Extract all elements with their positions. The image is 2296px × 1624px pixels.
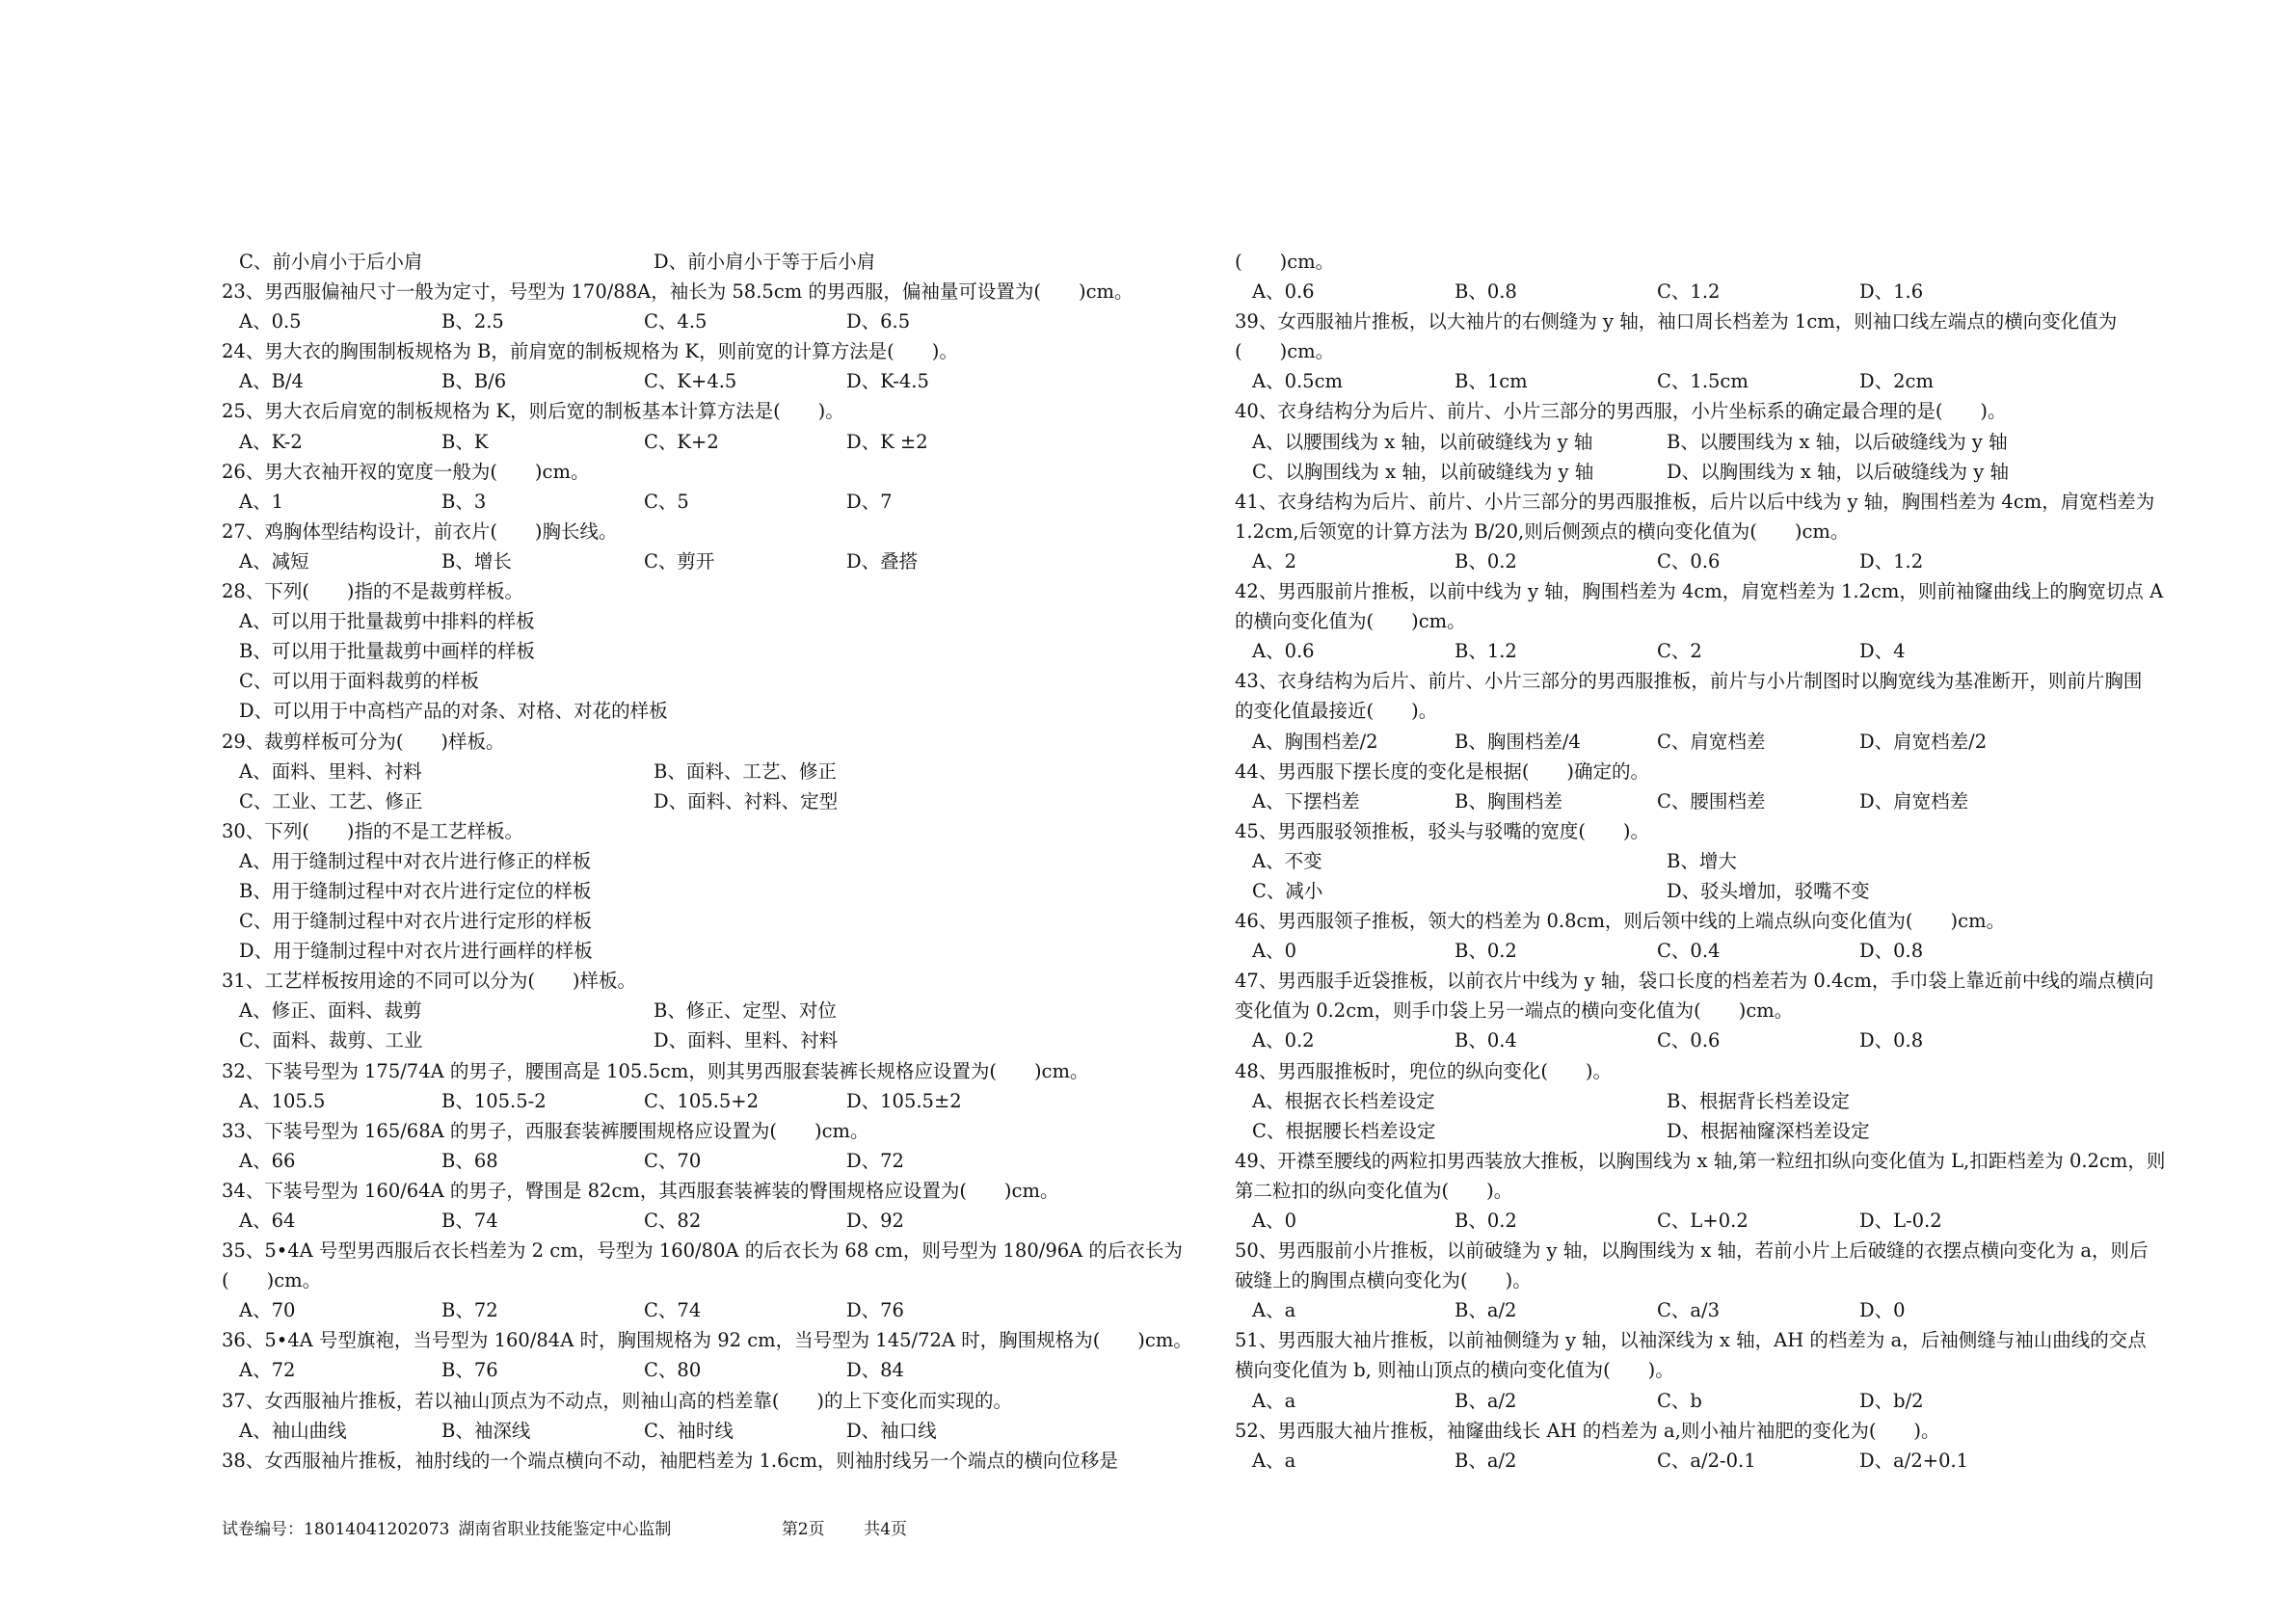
question-line: 31、工艺样板按用途的不同可以分为( )样板。 bbox=[222, 970, 637, 993]
answer-option: A、66 bbox=[239, 1149, 296, 1172]
answer-option: B、修正、定型、对位 bbox=[654, 999, 837, 1023]
answer-option: D、袖口线 bbox=[846, 1419, 937, 1442]
answer-option: D、L-0.2 bbox=[1859, 1210, 1942, 1232]
answer-option: D、可以用于中高档产品的对条、对格、对花的样板 bbox=[239, 700, 668, 723]
answer-option: B、K bbox=[441, 430, 489, 453]
answer-option: D、105.5±2 bbox=[846, 1089, 962, 1112]
supervising-org: 湖南省职业技能鉴定中心监制 bbox=[458, 1520, 672, 1539]
answer-option: A、70 bbox=[239, 1299, 296, 1322]
question-line: 41、衣身结构为后片、前片、小片三部分的男西服推板，后片以后中线为 y 轴，胸围档差为 4cm，肩宽档差为 bbox=[1235, 490, 2155, 513]
answer-option: A、面料、里料、衬料 bbox=[239, 759, 422, 783]
answer-options-row bbox=[1235, 366, 2208, 396]
question-line: 29、裁剪样板可分为( )样板。 bbox=[222, 730, 505, 753]
answer-option: A、以腰围线为 x 轴，以前破缝线为 y 轴 bbox=[1252, 430, 1593, 453]
answer-option: A、a bbox=[1252, 1299, 1296, 1322]
answer-option: C、70 bbox=[644, 1149, 702, 1172]
answer-option: C、74 bbox=[644, 1299, 702, 1322]
answer-option: C、剪开 bbox=[644, 549, 715, 572]
answer-option: B、76 bbox=[441, 1359, 498, 1382]
answer-option: A、可以用于批量裁剪中排料的样板 bbox=[239, 610, 535, 633]
answer-option: C、工业、工艺、修正 bbox=[239, 789, 423, 812]
answer-option: D、肩宽档差/2 bbox=[1859, 730, 1988, 753]
answer-option: A、不变 bbox=[1252, 849, 1322, 872]
answer-option: D、2cm bbox=[1859, 370, 1934, 393]
question-line: 第二粒扣的纵向变化值为( )。 bbox=[1235, 1179, 1513, 1202]
answer-option: C、0.4 bbox=[1657, 940, 1721, 963]
question-line: 的横向变化值为( )cm。 bbox=[1235, 610, 1466, 633]
answer-option: A、0.2 bbox=[1252, 1029, 1315, 1052]
answer-options-row bbox=[222, 366, 1195, 396]
answer-option: A、K-2 bbox=[239, 430, 303, 453]
question-line: 30、下列( )指的不是工艺样板。 bbox=[222, 819, 524, 842]
question-line: 32、下装号型为 175/74A 的男子，腰围高是 105.5cm，则其男西服套装裤长规格应设置为( )cm。 bbox=[222, 1059, 1089, 1082]
answer-option: B、胸围档差/4 bbox=[1455, 730, 1581, 753]
answer-option: C、1.5cm bbox=[1657, 370, 1749, 393]
answer-options-row bbox=[222, 1295, 1195, 1325]
question-line: 横向变化值为 b, 则袖山顶点的横向变化值为( )。 bbox=[1235, 1359, 1674, 1382]
answer-option: B、0.2 bbox=[1455, 940, 1517, 963]
question-line: ( )cm。 bbox=[222, 1269, 322, 1292]
answer-option: B、2.5 bbox=[441, 310, 504, 333]
answer-option: B、胸围档差 bbox=[1455, 789, 1562, 812]
answer-option: A、a bbox=[1252, 1389, 1296, 1412]
answer-option: B、0.2 bbox=[1455, 549, 1517, 572]
answer-option: A、用于缝制过程中对衣片进行修正的样板 bbox=[239, 849, 592, 872]
answer-option: A、0.5 bbox=[239, 310, 302, 333]
answer-option: B、以腰围线为 x 轴，以后破缝线为 y 轴 bbox=[1667, 430, 2008, 453]
answer-option: B、0.2 bbox=[1455, 1210, 1517, 1232]
answer-option: B、可以用于批量裁剪中画样的样板 bbox=[239, 640, 535, 663]
question-line: 47、男西服手近袋推板，以前衣片中线为 y 轴，袋口长度的档差若为 0.4cm，手巾袋上靠近前中线的端点横向 bbox=[1235, 970, 2154, 993]
page-footer bbox=[222, 1515, 907, 1544]
question-line: 35、5•4A 号型男西服后衣长档差为 2 cm，号型为 160/80A 的后衣长为 68 cm，则号型为 180/96A 的后衣长为 bbox=[222, 1239, 1183, 1263]
answer-options-row bbox=[1235, 1025, 2208, 1055]
answer-options-row bbox=[1235, 1086, 2208, 1116]
answer-options-row bbox=[1235, 786, 2208, 816]
question-line: 变化值为 0.2cm，则手巾袋上另一端点的横向变化值为( )cm。 bbox=[1235, 999, 1794, 1023]
answer-option: D、驳头增加，驳嘴不变 bbox=[1667, 879, 1870, 902]
question-line: 36、5•4A 号型旗袍，当号型为 160/84A 时，胸围规格为 92 cm，当号型为 145/72A 时，胸围规格为( )cm。 bbox=[222, 1329, 1192, 1352]
answer-option: D、76 bbox=[846, 1299, 904, 1322]
answer-option: A、0 bbox=[1252, 940, 1296, 963]
answer-option: A、a bbox=[1252, 1449, 1296, 1472]
question-line: 27、鸡胸体型结构设计，前衣片( )胸长线。 bbox=[222, 519, 618, 543]
question-line: 24、男大衣的胸围制板规格为 B，前肩宽的制板规格为 K，则前宽的计算方法是( )。 bbox=[222, 340, 958, 363]
question-line: 39、女西服袖片推板，以大袖片的右侧缝为 y 轴，袖口周长档差为 1cm，则袖口线左端点的横向变化值为 bbox=[1235, 310, 2118, 333]
question-line: 50、男西服前小片推板，以前破缝为 y 轴，以胸围线为 x 轴，若前小片上后破缝的衣摆点横向变化为 a，则后 bbox=[1235, 1239, 2149, 1263]
answer-option: C、1.2 bbox=[1657, 280, 1721, 304]
paper-id: 试卷编号：18014041202073 bbox=[222, 1520, 450, 1539]
answer-options-row bbox=[1235, 876, 2208, 906]
answer-option: C、b bbox=[1657, 1389, 1702, 1412]
question-line: ( )cm。 bbox=[1235, 251, 1335, 273]
answer-options-row bbox=[222, 786, 1195, 816]
answer-options-row bbox=[1235, 427, 2208, 457]
answer-option: D、面料、衬料、定型 bbox=[654, 789, 839, 812]
answer-option: B、面料、工艺、修正 bbox=[654, 759, 837, 783]
answer-option: C、2 bbox=[1657, 640, 1702, 663]
question-line: 25、男大衣后肩宽的制板规格为 K，则后宽的制板基本计算方法是( )。 bbox=[222, 400, 844, 423]
answer-option: D、1.2 bbox=[1859, 549, 1924, 572]
answer-option: C、面料、裁剪、工业 bbox=[239, 1029, 423, 1052]
answer-options-row bbox=[222, 996, 1195, 1025]
answer-options-row bbox=[1235, 1116, 2208, 1146]
question-line: 49、开襟至腰线的两粒扣男西装放大推板，以胸围线为 x 轴,第一粒纽扣纵向变化值为 L,扣距档差为 0.2cm，则 bbox=[1235, 1149, 2166, 1172]
answer-option: B、增大 bbox=[1667, 849, 1737, 872]
answer-option: B、1.2 bbox=[1455, 640, 1517, 663]
question-line: 43、衣身结构为后片、前片、小片三部分的男西服推板，前片与小片制图时以胸宽线为基准断开，则前片胸围 bbox=[1235, 670, 2143, 693]
answer-option: A、2 bbox=[1252, 549, 1296, 572]
answer-option: D、面料、里料、衬料 bbox=[654, 1029, 839, 1052]
question-line: 34、下装号型为 160/64A 的男子，臀围是 82cm，其西服套装裤装的臀围规格应设置为( )cm。 bbox=[222, 1179, 1059, 1202]
answer-option: C、前小肩小于后小肩 bbox=[239, 251, 423, 273]
answer-option: B、74 bbox=[441, 1210, 498, 1232]
answer-option: B、用于缝制过程中对衣片进行定位的样板 bbox=[239, 879, 592, 902]
answer-options-row bbox=[222, 1146, 1195, 1176]
answer-options-row bbox=[222, 1206, 1195, 1236]
answer-options-row bbox=[222, 427, 1195, 457]
answer-option: C、82 bbox=[644, 1210, 702, 1232]
answer-options-row bbox=[222, 1025, 1195, 1055]
answer-option: D、72 bbox=[846, 1149, 904, 1172]
answer-option: A、64 bbox=[239, 1210, 296, 1232]
answer-options-row bbox=[1235, 546, 2208, 576]
question-line: 26、男大衣袖开衩的宽度一般为( )cm。 bbox=[222, 460, 590, 483]
answer-option: D、84 bbox=[846, 1359, 904, 1382]
answer-option: D、K ±2 bbox=[846, 430, 928, 453]
question-line: 48、男西服推板时，兜位的纵向变化( )。 bbox=[1235, 1059, 1613, 1082]
answer-option: D、K-4.5 bbox=[846, 370, 929, 393]
answer-option: B、袖深线 bbox=[441, 1419, 531, 1442]
answer-options-row bbox=[1235, 277, 2208, 306]
question-line: 破缝上的胸围点横向变化为( )。 bbox=[1235, 1269, 1532, 1292]
answer-option: D、叠搭 bbox=[846, 549, 919, 572]
answer-option: D、0.8 bbox=[1859, 1029, 1924, 1052]
answer-option: D、肩宽档差 bbox=[1859, 789, 1969, 812]
question-line: 40、衣身结构分为后片、前片、小片三部分的男西服，小片坐标系的确定最合理的是( )。 bbox=[1235, 400, 2007, 423]
answer-option: A、0.6 bbox=[1252, 640, 1315, 663]
answer-option: B、a/2 bbox=[1455, 1389, 1517, 1412]
question-line: 33、下装号型为 165/68A 的男子，西服套装裤腰围规格应设置为( )cm。 bbox=[222, 1119, 869, 1142]
question-line: 46、男西服领子推板，领大的档差为 0.8cm，则后领中线的上端点纵向变化值为( )cm。 bbox=[1235, 910, 2006, 933]
answer-options-row bbox=[1235, 846, 2208, 876]
page-total: 共4页 bbox=[864, 1520, 908, 1539]
question-line: 37、女西服袖片推板，若以袖山顶点为不动点，则袖山高的档差靠( )的上下变化而实现的。 bbox=[222, 1389, 1013, 1412]
answer-option: C、L+0.2 bbox=[1657, 1210, 1749, 1232]
answer-option: D、4 bbox=[1859, 640, 1906, 663]
answer-option: B、3 bbox=[441, 490, 487, 513]
answer-option: C、4.5 bbox=[644, 310, 707, 333]
answer-option: A、修正、面料、裁剪 bbox=[239, 999, 422, 1023]
question-line: 44、男西服下摆长度的变化是根据( )确定的。 bbox=[1235, 759, 1650, 783]
answer-option: B、a/2 bbox=[1455, 1449, 1517, 1472]
answer-option: C、105.5+2 bbox=[644, 1089, 759, 1112]
question-line: 的变化值最接近( )。 bbox=[1235, 700, 1438, 723]
answer-option: C、可以用于面料裁剪的样板 bbox=[239, 670, 479, 693]
answer-option: D、b/2 bbox=[1859, 1389, 1924, 1412]
question-line: 52、男西服大袖片推板，袖窿曲线长 AH 的档差为 a,则小袖片袖肥的变化为( )。 bbox=[1235, 1419, 1940, 1442]
answer-option: D、以胸围线为 x 轴，以后破缝线为 y 轴 bbox=[1667, 460, 2009, 483]
answer-option: B、根据背长档差设定 bbox=[1667, 1089, 1850, 1112]
answer-options-row bbox=[222, 247, 1195, 277]
answer-option: C、0.6 bbox=[1657, 1029, 1721, 1052]
question-line: 38、女西服袖片推板，袖肘线的一个端点横向不动，袖肥档差为 1.6cm，则袖肘线另一个端点的横向位移是 bbox=[222, 1449, 1118, 1472]
answer-option: A、B/4 bbox=[239, 370, 304, 393]
answer-option: C、肩宽档差 bbox=[1657, 730, 1766, 753]
answer-option: D、0.8 bbox=[1859, 940, 1924, 963]
question-line: ( )cm。 bbox=[1235, 340, 1335, 363]
answer-option: B、0.4 bbox=[1455, 1029, 1517, 1052]
answer-option: A、根据衣长档差设定 bbox=[1252, 1089, 1435, 1112]
left-column bbox=[222, 247, 1195, 1476]
question-line: 23、男西服偏袖尺寸一般为定寸，号型为 170/88A，袖长为 58.5cm 的男西服，偏袖量可设置为( )cm。 bbox=[222, 280, 1134, 304]
answer-option: B、0.8 bbox=[1455, 280, 1517, 304]
answer-option: B、72 bbox=[441, 1299, 498, 1322]
answer-options-row bbox=[222, 1086, 1195, 1116]
answer-options-row bbox=[1235, 1446, 2208, 1476]
page-number: 第2页 bbox=[781, 1520, 825, 1539]
answer-option: B、a/2 bbox=[1455, 1299, 1517, 1322]
answer-option: A、下摆档差 bbox=[1252, 789, 1360, 812]
answer-option: A、1 bbox=[239, 490, 283, 513]
question-line: 45、男西服驳领推板，驳头与驳嘴的宽度( )。 bbox=[1235, 819, 1650, 842]
answer-option: D、6.5 bbox=[846, 310, 911, 333]
answer-option: D、a/2+0.1 bbox=[1859, 1449, 1969, 1472]
answer-option: C、a/3 bbox=[1657, 1299, 1721, 1322]
answer-option: B、增长 bbox=[441, 549, 512, 572]
answer-option: D、1.6 bbox=[1859, 280, 1924, 304]
answer-option: A、0.5cm bbox=[1252, 370, 1344, 393]
answer-option: D、7 bbox=[846, 490, 893, 513]
answer-option: D、前小肩小于等于后小肩 bbox=[654, 251, 876, 273]
answer-option: C、袖时线 bbox=[644, 1419, 734, 1442]
answer-option: C、K+4.5 bbox=[644, 370, 737, 393]
answer-option: C、腰围档差 bbox=[1657, 789, 1766, 812]
answer-option: A、0.6 bbox=[1252, 280, 1315, 304]
answer-option: C、用于缝制过程中对衣片进行定形的样板 bbox=[239, 910, 592, 933]
question-line: 51、男西服大袖片推板，以前袖侧缝为 y 轴，以袖深线为 x 轴，AH 的档差为 a，后袖侧缝与袖山曲线的交点 bbox=[1235, 1329, 2147, 1352]
answer-options-row bbox=[222, 487, 1195, 517]
answer-option: B、68 bbox=[441, 1149, 498, 1172]
answer-option: C、减小 bbox=[1252, 879, 1323, 902]
answer-option: D、0 bbox=[1859, 1299, 1906, 1322]
answer-option: A、72 bbox=[239, 1359, 296, 1382]
answer-options-row bbox=[1235, 727, 2208, 757]
right-column bbox=[1235, 247, 2208, 1476]
answer-options-row bbox=[1235, 1206, 2208, 1236]
answer-option: A、袖山曲线 bbox=[239, 1419, 347, 1442]
question-line: 42、男西服前片推板，以前中线为 y 轴，胸围档差为 4cm，肩宽档差为 1.2cm，则前袖窿曲线上的胸宽切点 A bbox=[1235, 580, 2164, 603]
answer-options-row bbox=[222, 1416, 1195, 1446]
answer-option: B、1cm bbox=[1455, 370, 1528, 393]
question-line: 1.2cm,后领宽的计算方法为 B/20,则后侧颈点的横向变化值为( )cm。 bbox=[1235, 519, 1850, 543]
answer-option: C、80 bbox=[644, 1359, 702, 1382]
answer-option: C、根据腰长档差设定 bbox=[1252, 1119, 1436, 1142]
answer-option: A、0 bbox=[1252, 1210, 1296, 1232]
answer-options-row bbox=[1235, 936, 2208, 966]
answer-option: D、92 bbox=[846, 1210, 904, 1232]
answer-options-row bbox=[1235, 1295, 2208, 1325]
answer-option: A、105.5 bbox=[239, 1089, 326, 1112]
answer-option: B、105.5-2 bbox=[441, 1089, 547, 1112]
answer-options-row bbox=[222, 1355, 1195, 1385]
answer-option: C、5 bbox=[644, 490, 689, 513]
answer-option: C、0.6 bbox=[1657, 549, 1721, 572]
answer-options-row bbox=[222, 306, 1195, 336]
answer-options-row bbox=[222, 757, 1195, 786]
question-line: 28、下列( )指的不是裁剪样板。 bbox=[222, 580, 524, 603]
answer-option: A、胸围档差/2 bbox=[1252, 730, 1378, 753]
answer-option: A、减短 bbox=[239, 549, 309, 572]
answer-option: D、根据袖窿深档差设定 bbox=[1667, 1119, 1870, 1142]
answer-options-row bbox=[1235, 1386, 2208, 1416]
answer-option: D、用于缝制过程中对衣片进行画样的样板 bbox=[239, 940, 593, 963]
answer-option: C、K+2 bbox=[644, 430, 719, 453]
answer-options-row bbox=[1235, 457, 2208, 487]
answer-option: B、B/6 bbox=[441, 370, 507, 393]
answer-option: C、a/2-0.1 bbox=[1657, 1449, 1756, 1472]
answer-options-row bbox=[222, 546, 1195, 576]
answer-option: C、以胸围线为 x 轴，以前破缝线为 y 轴 bbox=[1252, 460, 1594, 483]
answer-options-row bbox=[1235, 636, 2208, 666]
